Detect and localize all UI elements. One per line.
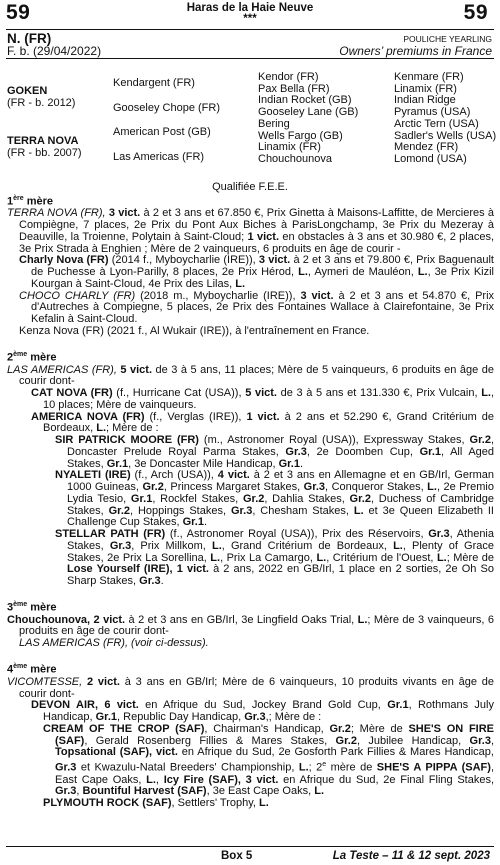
dam4-record: VICOMTESSE, 2 vict. à 3 ans en GB/Irl; Mère de 6 vainqueurs, 10 produits vivants en âge de courir dont-: [7, 675, 495, 700]
pedigree-g3: Bering: [258, 117, 290, 130]
grandproduce-entry: PLYMOUTH ROCK (SAF), Settlers' Trophy, L.: [43, 797, 269, 810]
section-heading-dam1: 1ère mère: [7, 195, 53, 208]
horse-name: N. (FR): [7, 31, 52, 46]
dam-name: TERRA NOVA: [7, 135, 79, 147]
pedigree-g3: Pax Bella (FR): [258, 82, 330, 95]
pedigree-g4: Indian Ridge: [394, 94, 456, 107]
pedigree-table: [7, 72, 497, 172]
pedigree-g2: Las Americas (FR): [113, 151, 205, 163]
consignor: [0, 3, 500, 25]
lot-number-left: 59: [6, 1, 31, 24]
consignor-name: Haras de la Haie Neuve: [186, 2, 314, 14]
horse-birth: F. b. (29/04/2022): [7, 44, 102, 58]
lot-number-right: 59: [463, 1, 488, 24]
owners-premiums: Owners’ premiums in France: [339, 44, 492, 58]
dam-info: (FR - bb. 2007): [7, 147, 82, 159]
produce-entry: CAT NOVA (FR) (f., Hurricane Cat (USA)), 5 vict. de 3 à 5 ans et 131.330 €, Prix Vulcain, L., 10 places; Mère de vainqueurs.: [31, 387, 495, 411]
pedigree-g3: Linamix (FR): [258, 141, 321, 154]
pedigree-g3: Kendor (FR): [258, 71, 319, 83]
pedigree-g3: Wells Fargo (GB): [258, 129, 343, 142]
section-heading-dam4: 4ème mère: [7, 663, 57, 677]
grandproduce-entry: NYALETI (IRE) (f., Arch (USA)), 4 vict. à 2 et 3 ans en Allemagne et en GB/Irl, German 1000 Guineas, Gr.2, Princess Margaret Stakes, Gr.3, Conqueror Stakes, L., 2e Premio Lydia Tesio, Gr.1, Rockfel Stakes, Gr.2, Dahlia Stakes, Gr.2, Duchess of Cambridge Stakes, Gr.2, Hoppings Stakes, Gr.3, Chesham Stakes, L. et 3e Queen Elizabeth II Challenge Cup Stakes, Gr.1.: [55, 469, 495, 529]
pedigree-g4: Lomond (USA): [394, 152, 467, 165]
footer-rule: [6, 846, 494, 847]
dam1-record: TERRA NOVA (FR), 3 vict. à 2 et 3 ans et 67.850 €, Prix Ginetta à Maisons-Laffitte, de Mercieres à Compiègne, 7 places, 2e Prix du Pont Aux Biches à ParisLongchamp, 3e Prix du Mezeray à Deauville, la Troienne, Polytain à Saint-Cloud; 1 vict. en obstacles à 3 ans et 30.980 €, 2 places, 3e Prix Strada à Enghien ; Mère de 2 vainqueurs, 6 produits en âge de courir -: [7, 207, 494, 255]
sire-info: (FR - b. 2012): [7, 97, 76, 109]
produce-entry: Kenza Nova (FR) (2021 f., Al Wukair (IRE)), à l'entraînement en France.: [19, 324, 370, 337]
sire-name: GOKEN: [7, 85, 48, 97]
pedigree-g3: Chouchounova: [258, 152, 333, 165]
box-number: Box 5: [221, 850, 253, 862]
qualification: Qualifiée F.E.E.: [212, 181, 288, 193]
pedigree-g3: Gooseley Lane (GB): [258, 106, 359, 119]
pedigree-g4: Mendez (FR): [394, 141, 459, 154]
section-heading-dam3: 3ème mère: [7, 601, 57, 614]
dam3-record: Chouchounova, 2 vict. à 2 et 3 ans en GB/Irl, 3e Lingfield Oaks Trial, L.; Mère de 3 vainqueurs, 6 produits en âge de courir dont-: [7, 613, 495, 638]
pedigree-g3: Indian Rocket (GB): [258, 94, 352, 107]
pedigree-g2: American Post (GB): [113, 126, 211, 138]
header-rule: [6, 29, 494, 30]
pedigree-g4: Kenmare (FR): [394, 71, 464, 83]
produce-entry: Charly Nova (FR) (2014 f., Myboycharlie (IRE)), 3 vict. à 2 et 3 ans et 79.800 €, Prix Baguenault de Puchesse à Lyon-Parilly, 8 places, 2e Prix Hérod, L., Aymeri de Mauléon, L., 3e Prix Kizil Kourgan à Saint-Cloud, 4e Prix des Lilas, L.: [19, 254, 494, 290]
pedigree-g4: Linamix (FR): [394, 82, 457, 95]
family-notes: [7, 193, 494, 810]
header-rule-bottom: [6, 58, 494, 59]
pedigree-g2: Gooseley Chope (FR): [113, 102, 220, 114]
consignor-stars: ***: [243, 13, 257, 25]
dam2-record: LAS AMERICAS (FR), 5 vict. de 3 à 5 ans, 11 places; Mère de 5 vainqueurs, 6 produits en âge de courir dont-: [7, 363, 495, 388]
sale-place-date: La Teste – 11 & 12 sept. 2023: [332, 850, 490, 862]
pedigree-g4: Arctic Tern (USA): [394, 117, 479, 130]
section-heading-dam2: 2ème mère: [7, 351, 57, 364]
produce-entry: CHOCO CHARLY (FR) (2018 m., Myboycharlie (IRE)), 3 vict. à 2 et 3 ans et 54.870 €, Prix d'Autreches à Compiegne, 5 places, 2e Prix des Fontaines Wallace à Clairefontaine, 3e Prix Kefalin à Saint-Cloud.: [19, 289, 495, 326]
grandproduce-entry: CREAM OF THE CROP (SAF), Chairman's Handicap, Gr.2; Mère de SHE'S ON FIRE (SAF), Gerald Rosenberg Fillies & Mares Stakes, Gr.2, Jubilee Handicap, Gr.3, Topsational (SAF), vict. en Afrique du Sud, 2e Gosforth Park Fillies & Mares Handicap, Gr.3 et Kwazulu-Natal Breeders' Championship, L.; 2e mère de SHE'S A PIPPA (SAF), East Cape Oaks, L., Icy Fire (SAF), 3 vict. en Afrique du Sud, 2e Final Fling Stakes, Gr.3, Bountiful Harvest (SAF), 3e East Cape Oaks, L.: [43, 722, 495, 798]
produce-entry: AMERICA NOVA (FR) (f., Verglas (IRE)), 1 vict. à 2 ans et 52.290 €, Grand Critérium de Bordeaux, L.; Mère de :: [31, 410, 495, 435]
pedigree-g4: Sadler's Wells (USA): [394, 129, 497, 142]
produce-entry: DEVON AIR, 6 vict. en Afrique du Sud, Jockey Brand Gold Cup, Gr.1, Rothmans July Handicap, Gr.1, Republic Day Handicap, Gr.3,; Mère de :: [31, 699, 494, 724]
grandproduce-entry: SIR PATRICK MOORE (FR) (m., Astronomer Royal (USA)), Expressway Stakes, Gr.2, Doncaster Prelude Royal Parma Stakes, Gr.3, 2e Doomben Cup, Gr.1, All Aged Stakes, Gr.1, 3e Doncaster Mile Handicap, Gr.1.: [55, 434, 495, 470]
pedigree-g2: Kendargent (FR): [113, 77, 195, 89]
grandproduce-entry: STELLAR PATH (FR) (f., Astronomer Royal (USA)), Prix des Réservoirs, Gr.3, Athenia Stakes, Gr.3, Prix Millkom, L., Grand Critérium de Bordeaux, L., Plenty of Grace Stakes, 2e Prix La Sorellina, L., Prix La Camargo, L., Critérium de l'Ouest, L.; Mère de Lose Yourself (IRE), 1 vict. à 2 ans, 2022 en GB/Irl, 1 place en 2 sorties, 2e Oh So Sharp Stakes, Gr.3.: [55, 528, 495, 588]
pedigree-g4: Pyramus (USA): [394, 106, 471, 119]
horse-sex: POULICHE YEARLING: [403, 34, 492, 44]
produce-entry: LAS AMERICAS (FR), (voir ci-dessus).: [19, 637, 209, 650]
